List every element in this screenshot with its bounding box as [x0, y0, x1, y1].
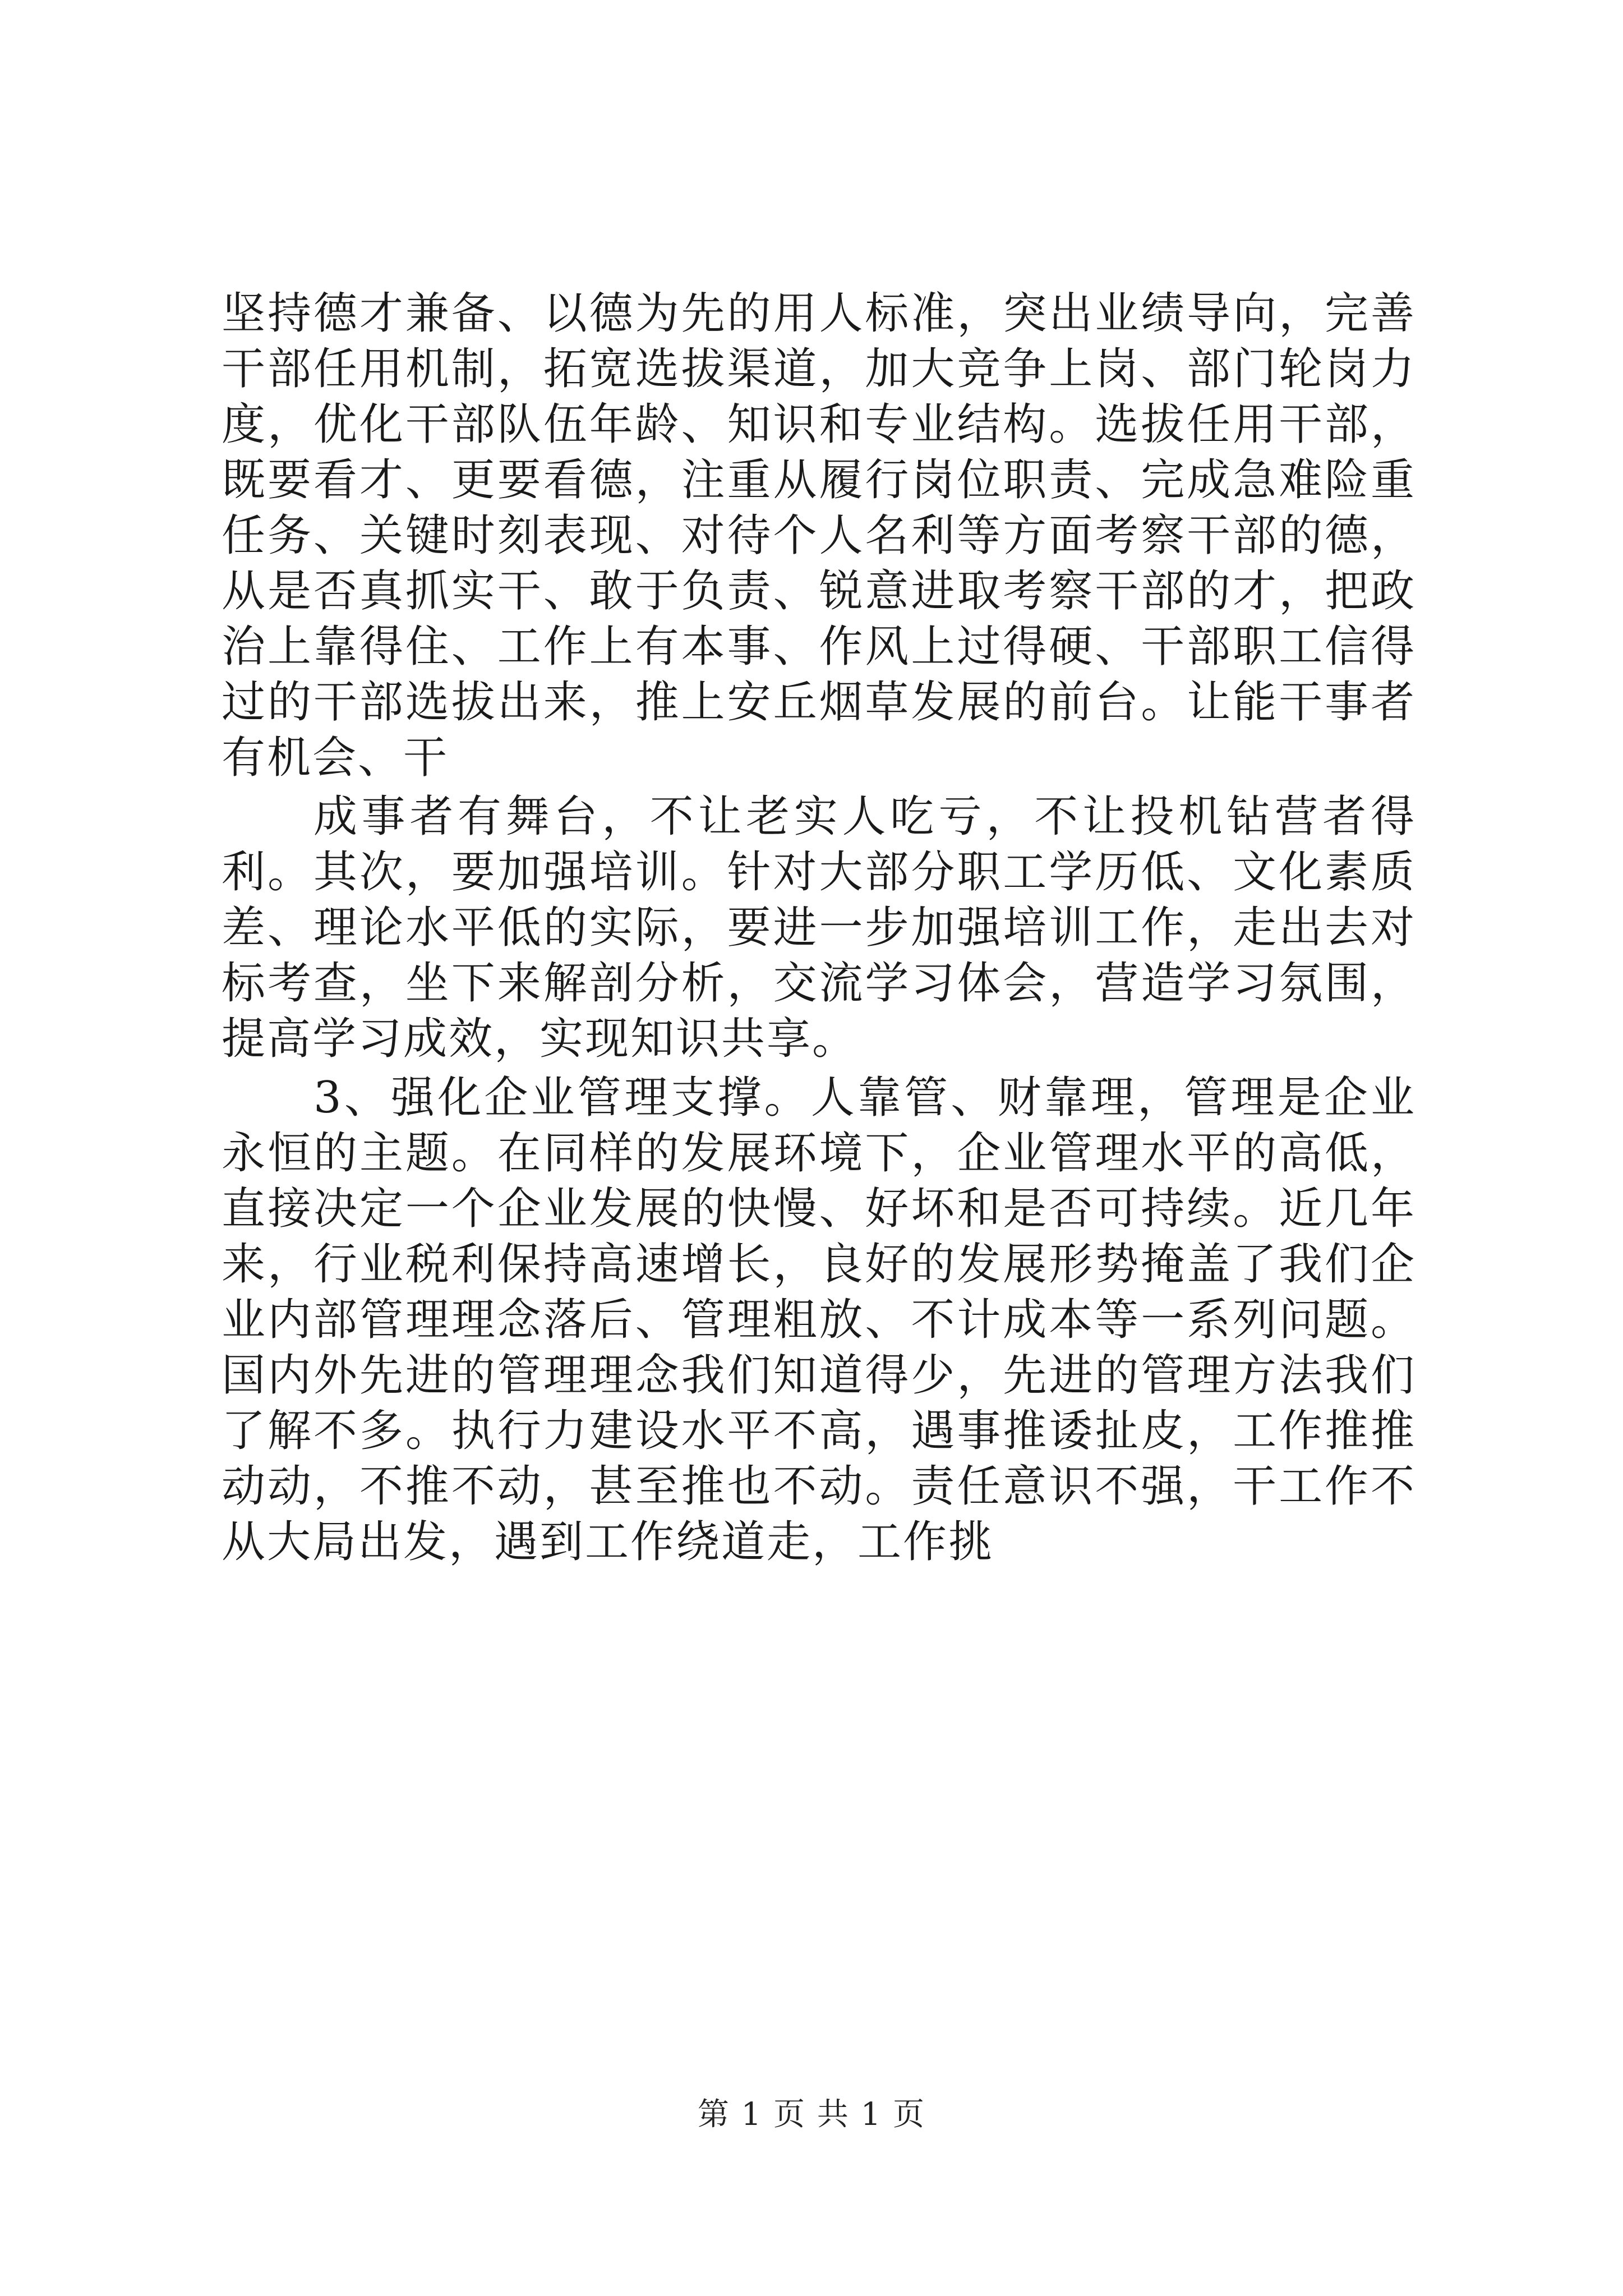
- page-footer: 第 1 页 共 1 页: [697, 2096, 926, 2133]
- paragraph-2: 成事者有舞台，不让老实人吃亏，不让投机钻营者得利。其次，要加强培训。针对大部分职工学历低、文化素质差、理论水平低的实际，要进一步加强培训工作，走出去对标考查，坐下来解剖分析，交流学习体会，营造学习氛围，提高学习成效，实现知识共享。: [222, 792, 1416, 1064]
- document-body: [222, 286, 1416, 1573]
- paragraph-1: 坚持德才兼备、以德为先的用人标准，突出业绩导向，完善干部任用机制，拓宽选拔渠道，加大竞争上岗、部门轮岗力度，优化干部队伍年龄、知识和专业结构。选拔任用干部，既要看才、更要看德，注重从履行岗位职责、完成急难险重任务、关键时刻表现、对待个人名利等方面考察干部的德，从是否真抓实干、敢于负责、锐意进取考察干部的才，把政治上靠得住、工作上有本事、作风上过得硬、干部职工信得过的干部选拔出来，推上安丘烟草发展的前台。让能干事者有机会、干: [222, 288, 1416, 783]
- paragraph-3: 3、强化企业管理支撑。人靠管、财靠理，管理是企业永恒的主题。在同样的发展环境下，企业管理水平的高低，直接决定一个企业发展的快慢、好坏和是否可持续。近几年来，行业税利保持高速增长，良好的发展形势掩盖了我们企业内部管理理念落后、管理粗放、不计成本等一系列问题。国内外先进的管理理念我们知道得少，先进的管理方法我们了解不多。执行力建设水平不高，遇事推诿扯皮，工作推推动动，不推不动，甚至推也不动。责任意识不强，干工作不从大局出发，遇到工作绕道走，工作挑: [222, 1073, 1416, 1567]
